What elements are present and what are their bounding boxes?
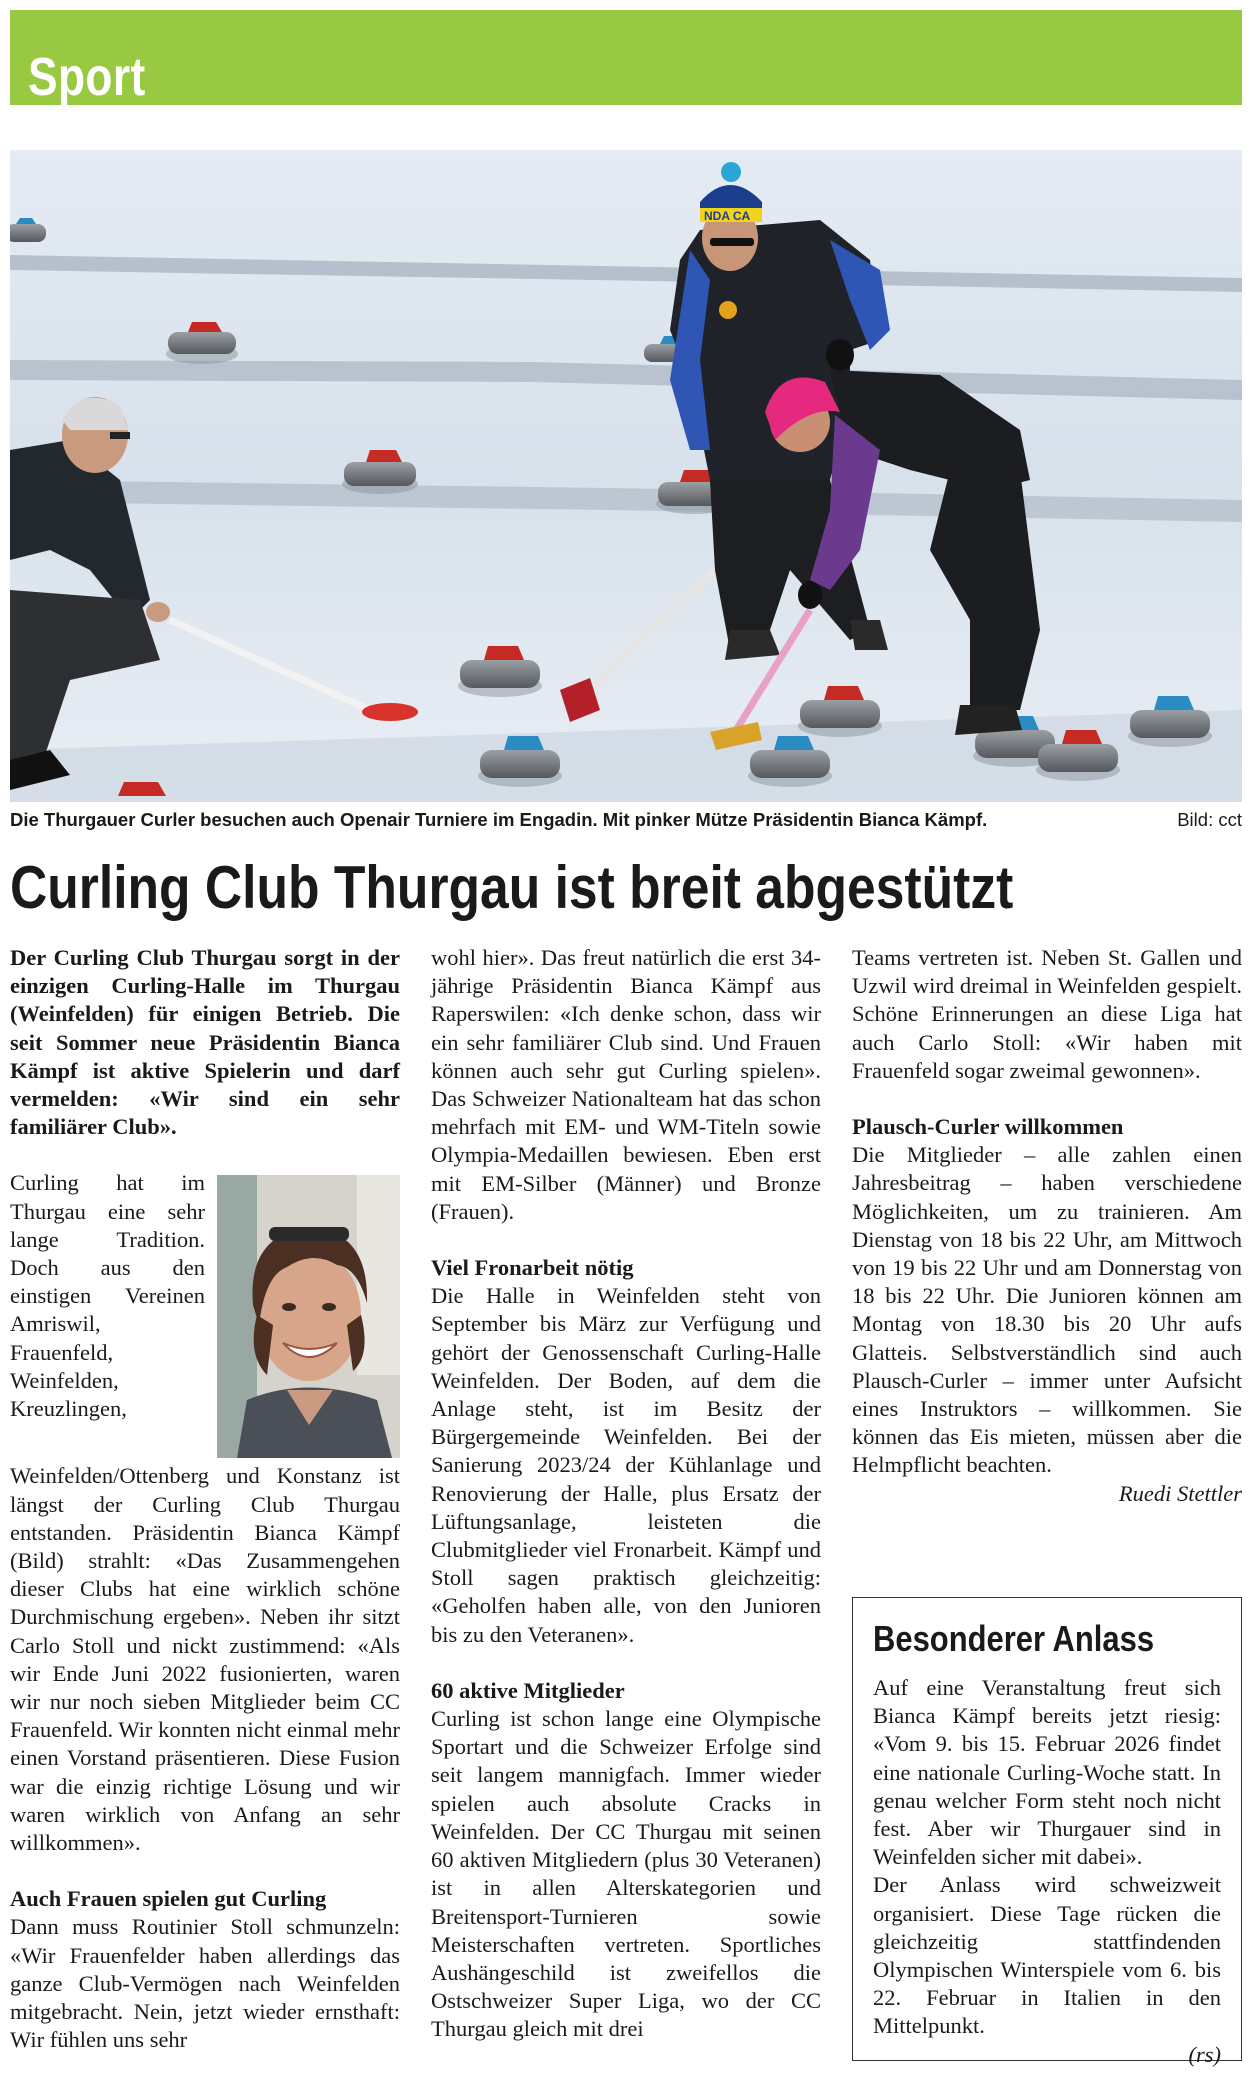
cap-lettering: NDA CA	[704, 209, 751, 223]
article-column-1	[10, 944, 400, 2054]
article-author: Ruedi Stettler	[1118, 1480, 1242, 1506]
portrait-photo	[217, 1175, 400, 1458]
subheading-1: Auch Frauen spielen gut Curling	[10, 1886, 327, 1912]
info-box-paragraph-1: Auf eine Veranstaltung freut sich Bianca Kämpf bereits jetzt riesig: «Vom 9. bis 15. Februar 2026 findet eine nationale Curling-Woche statt. In genau welcher Form steht noch nicht fest. Aber wir Thurgauer sind in Weinfelden sicher mit dabei».	[873, 1675, 1221, 1870]
article-paragraph-1: Curling hat im Thurgau eine sehr lange Tradition. Doch aus den einstigen Vereinen Amriswil, Frauenfeld, Weinfelden, Kreuzlingen, Weinfelden/Ottenberg und Konstanz ist längst der Curling Club Thurgau entstanden. Präsidentin Bianca Kämpf (Bild) strahlt: «Das Zusammengehen dieser Clubs hat eine wirklich schöne Durchmischung ergeben». Neben ihr sitzt Carlo Stoll und nickt zustimmend: «Als wir Ende Juni 2022 fusionierten, waren wir nur noch sieben Mitglieder beim CC Frauenfeld. Wir konnten nicht einmal mehr einen Vorstand präsentieren. Diese Fusion war die einzig richtige Lösung und wir waren wirklich von Anfang an sehr willkommen».	[10, 1170, 400, 1856]
article-paragraph-4: Curling ist schon lange eine Olympische Sportart und die Schweizer Erfolge sind seit langem mannigfach. Immer wieder spielen auch absolute Cracks in Weinfelden. Der CC Thurgau mit seinen 60 aktiven Mitgliedern (plus 30 Veteranen) ist in allen Alterskategorien und Breitensport-Turnieren sowie Meisterschaften vertreten. Sportliches Aushängeschild ist zweifellos die Ostschweizer Super Liga, wo der CC Thurgau gleich mit drei	[431, 1706, 821, 2042]
photo-credit: Bild: cct	[1177, 809, 1242, 830]
portrait-illustration	[217, 1175, 400, 1458]
article-paragraph-2: Dann muss Routinier Stoll schmunzeln: «Wir Frauenfelder haben allerdings das ganze Club-Vermögen nach Weinfelden mitgebracht. Nein, jetzt wieder ernsthaft: Wir fühlen uns sehr	[10, 1914, 400, 2053]
article-paragraph-3: Die Halle in Weinfelden steht von September bis März zur Verfügung und gehört der Genossenschaft Curling-Halle Weinfelden. Der Boden, auf dem die Anlage steht, ist im Besitz der Bürgergemeinde Weinfelden. Bei der Sanierung 2023/24 der Kühlanlage und Renovierung der Halle, plus Ersatz der Lüftungsanlage, leisteten die Clubmitglieder viel Fronarbeit. Kämpf und Stoll sagen praktisch gleichzeitig: «Geholfen haben alle, von den Junioren bis zu den Veteranen».	[431, 1283, 821, 1647]
article-paragraph-5: Die Mitglieder – alle zahlen einen Jahresbeitrag – haben verschiedene Möglichkeiten, um zu trainieren. Am Dienstag von 18 bis 22 Uhr, am Mittwoch von 19 bis 22 Uhr und am Donnerstag von 18 bis 22 Uhr. Die Junioren können am Montag von 18.30 bis 20 Uhr aufs Glatteis. Selbstverständlich sind auch Plausch-Curler – immer unter Aufsicht eines Instruktors – willkommen. Sie können das Eis mieten, müssen aber die Helmpflicht beachten.	[852, 1142, 1242, 1478]
article-paragraph-4-cont: Teams vertreten ist. Neben St. Gallen und Uzwil wird dreimal in Weinfelden gespielt. Schöne Erinnerungen an diese Liga hat auch Carlo Stoll: «Wir haben mit Frauenfeld sogar zweimal gewonnen».	[852, 945, 1242, 1083]
info-box	[852, 1597, 1242, 2067]
photo-caption: Die Thurgauer Curler besuchen auch Openair Turniere im Engadin. Mit pinker Mütze Präsidentin Bianca Kämpf.	[10, 809, 988, 830]
info-box-title: Besonderer Anlass	[873, 1618, 1155, 1659]
article-lead: Der Curling Club Thurgau sorgt in der einzigen Curling-Halle im Thurgau (Weinfelden) für einigen Betrieb. Die seit Sommer neue Präsidentin Bianca Kämpf ist aktive Spielerin und darf vermelden: «Wir sind ein sehr familiärer Club».	[10, 945, 400, 1140]
article-headline: Curling Club Thurgau ist breit abgestützt	[10, 854, 1014, 921]
info-box-signature: (rs)	[1188, 2041, 1221, 2067]
info-box-paragraph-2: Der Anlass wird schweizweit organisiert. Diese Tage rücken die gleichzeitig stattfindenden Olympischen Winterspiele vom 6. bis 22. Februar in Italien in den Mittelpunkt.	[873, 1872, 1221, 2039]
curling-photo	[10, 150, 1242, 802]
subheading-4: Plausch-Curler willkommen	[852, 1114, 1124, 1140]
subheading-3: 60 aktive Mitglieder	[431, 1677, 625, 1703]
curling-photo-illustration	[10, 150, 1242, 802]
article-paragraph-2-cont: wohl hier». Das freut natürlich die erst 34-jährige Präsidentin Bianca Kämpf aus Raperswilen: «Ich denke schon, dass wir ein sehr familiärer Club sind. Und Frauen können auch sehr gut Curling spielen». Das Schweizer Nationalteam hat das schon mehrfach mit EM- und WM-Titeln sowie Olympia-Medaillen bewiesen. Eben erst mit EM-Silber (Männer) und Bronze (Frauen).	[431, 945, 821, 1224]
section-banner	[10, 10, 1242, 105]
article-column-3	[852, 944, 1242, 1508]
info-box-body	[873, 1674, 1221, 2069]
article-column-2	[431, 944, 821, 2044]
photo-caption-row	[10, 806, 1242, 834]
subheading-2: Viel Fronarbeit nötig	[431, 1255, 634, 1281]
section-title: Sport	[28, 47, 146, 107]
